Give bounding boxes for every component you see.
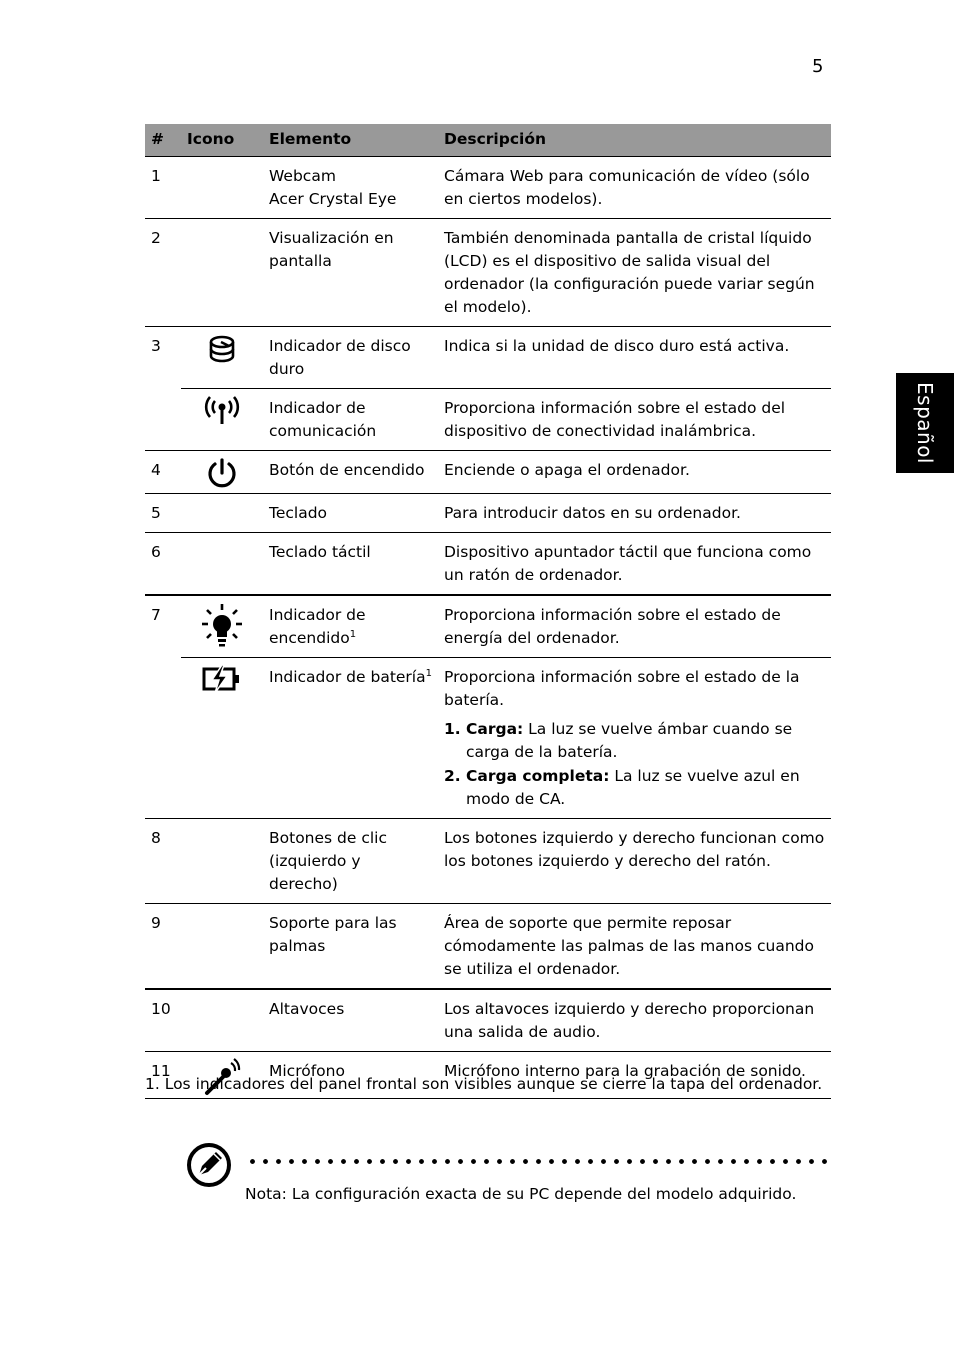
row-num: 10 (145, 989, 181, 1052)
footnote: 1. Los indicadores del panel frontal son visibles aunque se cierre la tapa del ordenador. (145, 1075, 823, 1093)
row-description (438, 658, 831, 819)
row-icon-cell (181, 389, 263, 451)
row-num: 3 (151, 337, 161, 355)
row-num: 9 (145, 904, 181, 990)
row-num: 2 (145, 219, 181, 327)
wireless-communication-icon (181, 395, 263, 427)
table-row (145, 904, 831, 990)
note-pen-icon (186, 1142, 232, 1192)
header-num: # (145, 124, 181, 157)
note-label: Nota: (245, 1185, 287, 1203)
row-icon-cell (181, 327, 263, 389)
row-num: 6 (145, 533, 181, 596)
list-index: 1. (444, 720, 461, 738)
row-description: Cámara Web para comunicación de vídeo (sólo en ciertos modelos). (438, 157, 831, 219)
table-row (145, 219, 831, 327)
power-indicator-bulb-icon (181, 602, 263, 650)
hard-disk-icon (181, 333, 263, 365)
row-description: Proporciona información sobre el estado de energía del ordenador. (438, 595, 831, 658)
list-item (444, 765, 825, 811)
row-element: Altavoces (263, 989, 438, 1052)
table-row (145, 327, 831, 389)
table-row (145, 389, 831, 451)
row-description: Para introducir datos en su ordenador. (438, 494, 831, 533)
row-icon-cell (181, 595, 263, 658)
row-description: Área de soporte que permite reposar cómodamente las palmas de las manos cuando se utiliza el ordenador. (438, 904, 831, 990)
row-num: 4 (145, 451, 181, 494)
row-description: Enciende o apaga el ordenador. (438, 451, 831, 494)
list-text: La luz se vuelve ámbar cuando se carga de la batería. (466, 720, 793, 761)
footnote-ref: 1 (425, 667, 432, 679)
list-index: 2. (444, 767, 461, 785)
row-icon-cell (181, 451, 263, 494)
header-description: Descripción (438, 124, 831, 157)
row-icon-cell (181, 494, 263, 533)
table-header-row (145, 124, 831, 157)
note (245, 1183, 825, 1206)
row-description: Dispositivo apuntador táctil que funciona como un ratón de ordenador. (438, 533, 831, 596)
row-num: 1 (145, 157, 181, 219)
header-icon: Icono (181, 124, 263, 157)
list-term: Carga completa: (466, 767, 610, 785)
battery-state-list (444, 718, 825, 811)
spec-table (145, 124, 831, 1099)
element-line: Indicador de batería (269, 668, 426, 686)
element-line: Webcam (269, 167, 336, 185)
row-element: Teclado (263, 494, 438, 533)
table-row (145, 533, 831, 596)
row-num: 7 (151, 606, 161, 624)
row-icon-cell (181, 904, 263, 990)
list-text: La luz se vuelve azul en modo de CA. (466, 767, 800, 808)
row-num: 5 (145, 494, 181, 533)
row-element: Visualización en pantalla (263, 219, 438, 327)
row-element (263, 595, 438, 658)
row-element: Botón de encendido (263, 451, 438, 494)
language-tab (896, 373, 954, 473)
table-row (145, 595, 831, 658)
row-icon-cell (181, 157, 263, 219)
table-row (145, 819, 831, 904)
row-num: 11 (145, 1052, 181, 1099)
row-element: Teclado táctil (263, 533, 438, 596)
row-element: Micrófono (263, 1052, 438, 1099)
row-icon-cell (181, 658, 263, 819)
power-button-icon (181, 457, 263, 491)
header-element: Elemento (263, 124, 438, 157)
table-row (145, 658, 831, 819)
row-element: Indicador de comunicación (263, 389, 438, 451)
element-line: Acer Crystal Eye (269, 190, 397, 208)
row-element: Botones de clic (izquierdo y derecho) (263, 819, 438, 904)
row-icon-cell (181, 819, 263, 904)
description-text: Proporciona información sobre el estado de la batería. (444, 668, 800, 709)
row-icon-cell (181, 219, 263, 327)
row-description: También denominada pantalla de cristal líquido (LCD) es el dispositivo de salida visual del ordenador (la configuración puede variar según el modelo). (438, 219, 831, 327)
row-element: Indicador de disco duro (263, 327, 438, 389)
note-divider (246, 1159, 832, 1164)
table-row (145, 494, 831, 533)
row-description: Los botones izquierdo y derecho funcionan como los botones izquierdo y derecho del ratón. (438, 819, 831, 904)
page-number: 5 (812, 56, 824, 77)
row-num: 8 (145, 819, 181, 904)
row-element (263, 157, 438, 219)
language-tab-label: Español (913, 382, 938, 464)
row-element (263, 658, 438, 819)
battery-charging-icon (181, 664, 263, 694)
row-num (145, 389, 181, 451)
note-text: La configuración exacta de su PC depende del modelo adquirido. (286, 1185, 797, 1203)
row-num (145, 658, 181, 819)
table-row (145, 157, 831, 219)
table-row (145, 451, 831, 494)
footnote-ref: 1 (349, 628, 357, 640)
table-row (145, 989, 831, 1052)
row-icon-cell (181, 533, 263, 596)
row-description: Indica si la unidad de disco duro está activa. (438, 327, 831, 389)
row-icon-cell (181, 989, 263, 1052)
row-description: Los altavoces izquierdo y derecho proporcionan una salida de audio. (438, 989, 831, 1052)
row-element: Soporte para las palmas (263, 904, 438, 990)
element-line: Indicador de encendido (269, 606, 366, 647)
row-description: Proporciona información sobre el estado del dispositivo de conectividad inalámbrica. (438, 389, 831, 451)
list-term: Carga: (466, 720, 524, 738)
row-description: Micrófono interno para la grabación de sonido. (438, 1052, 831, 1099)
list-item (444, 718, 825, 764)
